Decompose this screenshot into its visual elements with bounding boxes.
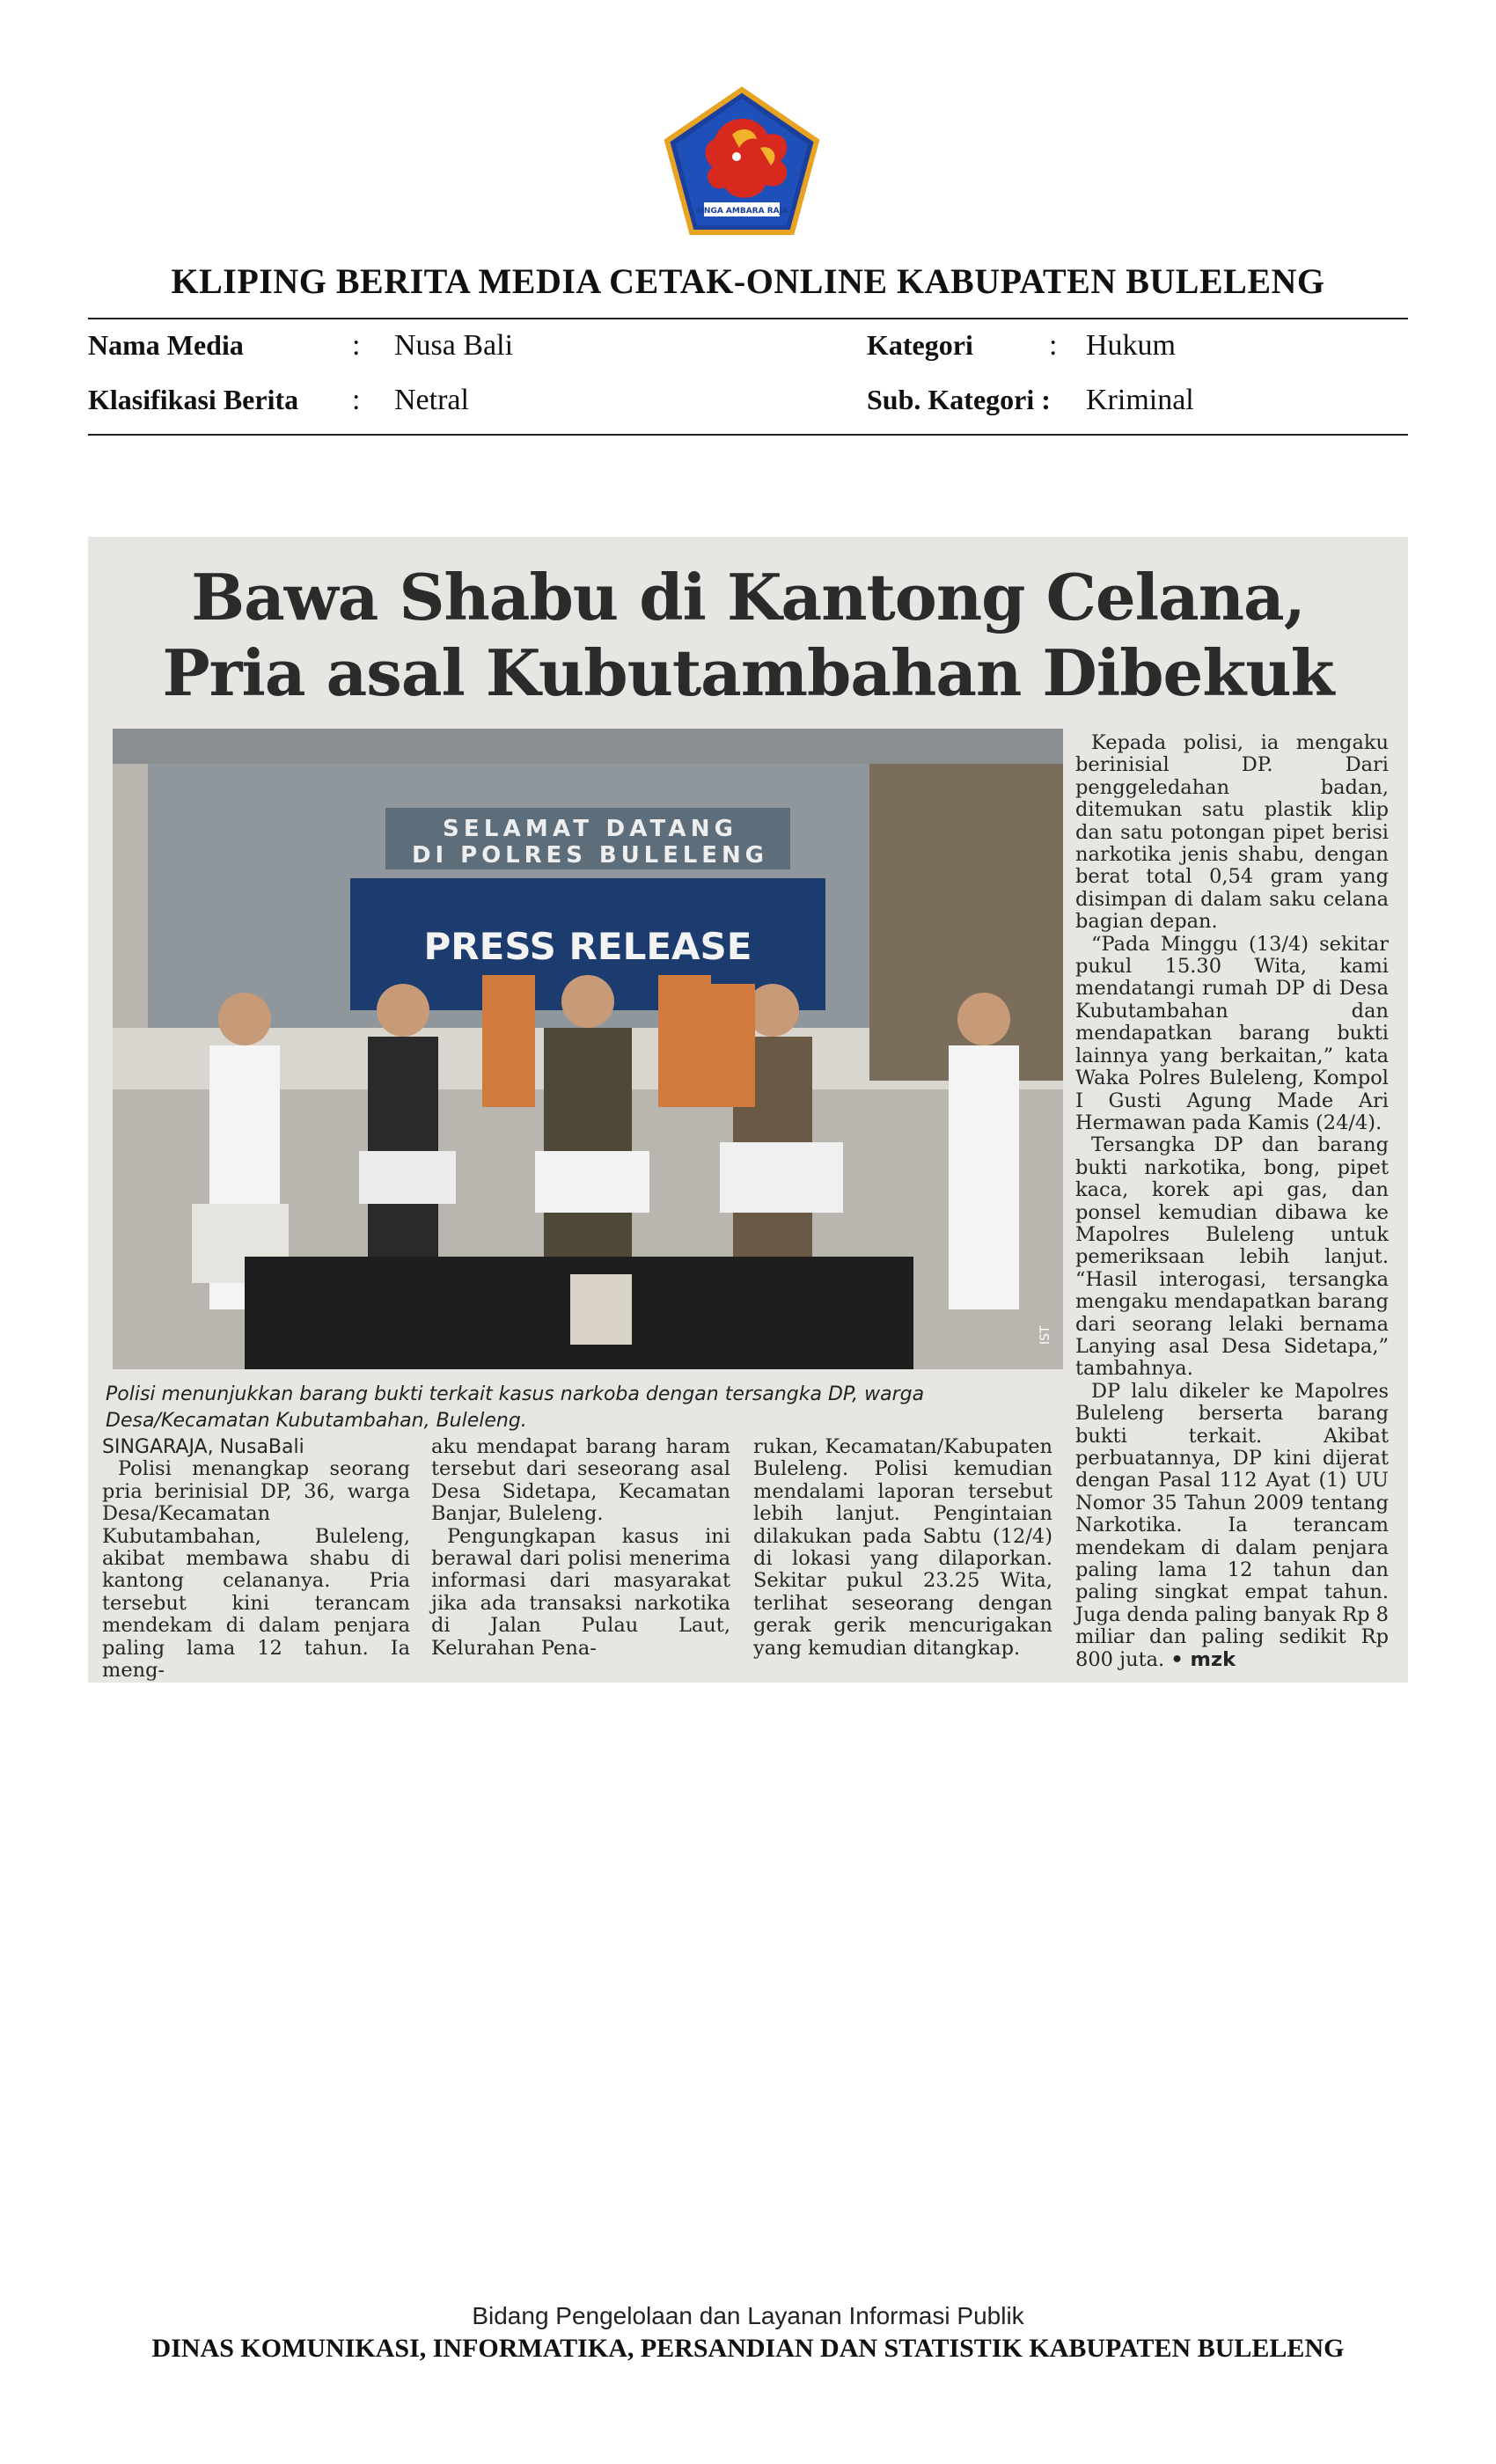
logo-text: SINGA AMBARA RAJA bbox=[695, 207, 788, 216]
welcome-banner-line-2: DI POLRES BULELENG bbox=[412, 842, 764, 869]
media-label: Nama Media bbox=[88, 329, 244, 361]
paragraph: aku mendapat barang haram tersebut dari seseorang asal Desa Sidetapa, Kecamatan Banjar, Buleleng. bbox=[431, 1435, 730, 1526]
press-release-photo bbox=[113, 729, 1063, 1369]
police-emblem-icon bbox=[662, 86, 822, 236]
photo-credit: IST bbox=[1038, 1325, 1052, 1345]
klasifikasi-value: Netral bbox=[394, 384, 469, 416]
welcome-banner-line-1: SELAMAT DATANG bbox=[443, 816, 733, 842]
paragraph: Pengungkapan kasus ini berawal dari polisi menerima informasi dari masyarakat jika ada transaksi narkotika di Jalan Pulau Laut, Kelurahan Pena- bbox=[431, 1524, 730, 1660]
footer-agency: DINAS KOMUNIKASI, INFORMATIKA, PERSANDIAN DAN STATISTIK KABUPATEN BULELENG bbox=[151, 2334, 1345, 2363]
paragraph-text: DP lalu dikeler ke Mapolres Buleleng berserta barang bukti terkait. Akibat perbuatannya, DP kini dijerat dengan Pasal 112 Ayat (1) UU Nomor 35 Tahun 2009 tentang Narkotika. Ia terancam mendekam di dalam penjara paling lama 12 tahun dan paling singkat empat tahun. Juga denda paling banyak Rp 8 miliar dan paling sedikit Rp 800 juta. bbox=[1075, 1379, 1389, 1671]
photo-caption: Polisi menunjukkan barang bukti terkait kasus narkoba dengan tersangka DP, warga Desa/Kecamatan Kubutambahan, Buleleng. bbox=[106, 1383, 925, 1432]
kategori-value: Hukum bbox=[1086, 329, 1176, 362]
divider-top bbox=[88, 318, 1408, 319]
paragraph: Polisi menangkap seorang pria berinisial DP, 36, warga Desa/Kecamatan Kubutambahan, Buleleng, akibat membawa shabu di kantong celananya. Pria tersebut kini terancam mendekam di dalam penjara paling lama 12 tahun. Ia meng- bbox=[102, 1457, 410, 1683]
klasifikasi-label: Klasifikasi Berita bbox=[88, 384, 299, 415]
article-column-1 bbox=[102, 1436, 410, 1682]
subkategori-label: Sub. Kategori : bbox=[867, 384, 1051, 415]
dateline: SINGARAJA, NusaBali bbox=[102, 1436, 304, 1458]
page-title: KLIPING BERITA MEDIA CETAK-ONLINE KABUPATEN BULELENG bbox=[171, 261, 1325, 301]
paragraph: Tersangka DP dan barang bukti narkotika, bong, pipet kaca, korek api gas, dan ponsel kemudian dibawa ke Mapolres Buleleng untuk pemeriksaan lebih lanjut. “Hasil interogasi, tersangka mengaku mendapatkan barang dari seorang lelaki bernama Lanying asal Desa Sidetapa,” tambahnya. bbox=[1075, 1133, 1389, 1381]
paragraph: “Pada Minggu (13/4) sekitar pukul 15.30 Wita, kami mendatangi rumah DP di Desa Kubutambahan dan mendapatkan barang bukti lainnya yang berkaitan,” kata Waka Polres Buleleng, Kompol I Gusti Agung Made Ari Hermawan pada Kamis (24/4). bbox=[1075, 932, 1389, 1134]
article-column-2 bbox=[431, 1436, 730, 1660]
media-colon: : bbox=[352, 329, 361, 362]
kategori-label: Kategori bbox=[867, 329, 973, 361]
media-value: Nusa Bali bbox=[394, 329, 514, 362]
article-column-3 bbox=[753, 1436, 1052, 1660]
paragraph: Kepada polisi, ia mengaku berinisial DP. Dari penggeledahan badan, ditemukan satu plastik klip dan satu potongan pipet berisi narkotika jenis shabu, dengan berat total 0,54 gram yang disimpan di dalam saku celana bagian depan. bbox=[1075, 731, 1389, 934]
press-release-banner: PRESS RELEASE bbox=[423, 925, 752, 968]
paragraph bbox=[1075, 1381, 1389, 1671]
subkategori-value: Kriminal bbox=[1086, 384, 1194, 416]
footer-department: Bidang Pengelolaan dan Layanan Informasi Publik bbox=[472, 2302, 1024, 2329]
article-column-4 bbox=[1075, 732, 1389, 1671]
headline-line-1: Bawa Shabu di Kantong Celana, bbox=[191, 560, 1305, 634]
news-clipping bbox=[88, 537, 1408, 1683]
divider-bottom bbox=[88, 434, 1408, 436]
kategori-colon: : bbox=[1049, 329, 1058, 362]
paragraph: rukan, Kecamatan/Kabupaten Buleleng. Polisi kemudian mendalami laporan tersebut lebih lanjut. Pengintaian dilakukan pada Sabtu (12/4) di lokasi yang dilaporkan. Sekitar pukul 23.25 Wita, terlihat seseorang dengan gerak gerik mencurigakan yang kemudian ditangkap. bbox=[753, 1435, 1052, 1660]
author-signature: • mzk bbox=[1170, 1647, 1236, 1671]
headline-line-2: Pria asal Kubutambahan Dibekuk bbox=[162, 635, 1334, 710]
klasifikasi-colon: : bbox=[352, 384, 361, 416]
